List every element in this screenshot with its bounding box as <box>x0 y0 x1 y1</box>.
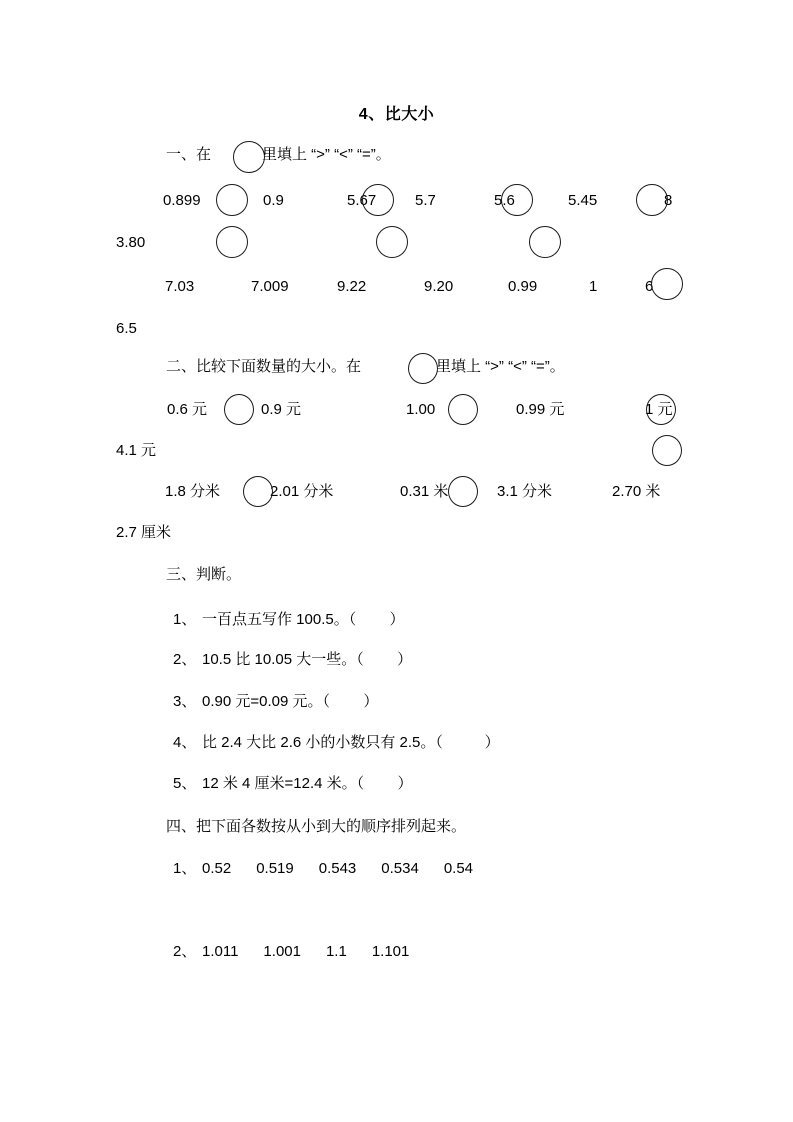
section-one-heading-after: 里填上 “>” “<” “=”。 <box>262 146 391 163</box>
compare-value: 7.03 <box>165 278 195 295</box>
compare-value: 1 <box>589 278 598 295</box>
answer-circle-heading-one[interactable] <box>233 141 265 173</box>
judgement-item-text[interactable]: 10.5 比 10.05 大一些。（ ） <box>202 651 413 668</box>
section-four-heading: 四、把下面各数按从小到大的顺序排列起来。 <box>166 818 467 835</box>
ordering-item-number: 1、 <box>173 860 197 877</box>
compare-value: 0.899 <box>163 192 201 209</box>
compare-value: 5.7 <box>415 192 436 209</box>
answer-circle[interactable] <box>224 394 254 425</box>
compare-value: 7.009 <box>251 278 289 295</box>
compare-value: 0.9 <box>263 192 284 209</box>
compare-value: 1.8 分米 <box>165 483 221 500</box>
judgement-item-text[interactable]: 一百点五写作 100.5。（ ） <box>202 611 405 628</box>
answer-circle[interactable] <box>652 435 682 466</box>
answer-circle[interactable] <box>646 394 676 425</box>
answer-circle[interactable] <box>636 184 668 216</box>
answer-circle[interactable] <box>362 184 394 216</box>
answer-circle[interactable] <box>376 226 408 258</box>
judgement-item-number: 2、 <box>173 651 197 668</box>
compare-value: 1 元 <box>645 401 673 418</box>
answer-circle[interactable] <box>448 476 478 507</box>
compare-value: 1.00 <box>406 401 436 418</box>
answer-circle-heading-two[interactable] <box>408 353 438 384</box>
page-title: 4、比大小 <box>358 106 435 123</box>
compare-value: 0.31 米 <box>400 483 449 500</box>
answer-circle[interactable] <box>651 268 683 300</box>
compare-value: 8 <box>664 192 673 209</box>
compare-value: 2.70 米 <box>612 483 661 500</box>
answer-circle[interactable] <box>216 226 248 258</box>
section-three-heading: 三、判断。 <box>166 566 242 583</box>
section-one-heading-before: 一、在 <box>166 146 212 163</box>
compare-value: 2.01 分米 <box>270 483 334 500</box>
judgement-item-text[interactable]: 比 2.4 大比 2.6 小的小数只有 2.5。（ ） <box>202 734 500 751</box>
compare-value: 6.5 <box>116 320 137 337</box>
judgement-item-number: 4、 <box>173 734 197 751</box>
compare-value: 6 <box>645 278 654 295</box>
answer-circle[interactable] <box>529 226 561 258</box>
section-two-heading-after: 里填上 “>” “<” “=”。 <box>436 358 565 375</box>
compare-value: 4.1 元 <box>116 442 157 459</box>
answer-circle[interactable] <box>243 476 273 507</box>
compare-value: 5.67 <box>347 192 377 209</box>
ordering-item-number: 2、 <box>173 943 197 960</box>
compare-value: 0.6 元 <box>167 401 208 418</box>
ordering-item-text[interactable]: 0.52 0.519 0.543 0.534 0.54 <box>202 860 474 877</box>
compare-value: 3.1 分米 <box>497 483 553 500</box>
section-two-heading-before: 二、比较下面数量的大小。在 <box>166 358 362 375</box>
answer-circle[interactable] <box>448 394 478 425</box>
compare-value: 2.7 厘米 <box>116 524 172 541</box>
ordering-item-text[interactable]: 1.011 1.001 1.1 1.101 <box>202 943 410 960</box>
answer-circle[interactable] <box>216 184 248 216</box>
compare-value: 3.80 <box>116 234 146 251</box>
judgement-item-text[interactable]: 12 米 4 厘米=12.4 米。（ ） <box>202 775 413 792</box>
judgement-item-number: 5、 <box>173 775 197 792</box>
compare-value: 9.22 <box>337 278 367 295</box>
compare-value: 9.20 <box>424 278 454 295</box>
compare-value: 5.6 <box>494 192 515 209</box>
answer-circle[interactable] <box>501 184 533 216</box>
compare-value: 0.99 <box>508 278 538 295</box>
judgement-item-text[interactable]: 0.90 元=0.09 元。（ ） <box>202 693 379 710</box>
compare-value: 5.45 <box>568 192 598 209</box>
compare-value: 0.9 元 <box>261 401 302 418</box>
compare-value: 0.99 元 <box>516 401 565 418</box>
judgement-item-number: 1、 <box>173 611 197 628</box>
judgement-item-number: 3、 <box>173 693 197 710</box>
